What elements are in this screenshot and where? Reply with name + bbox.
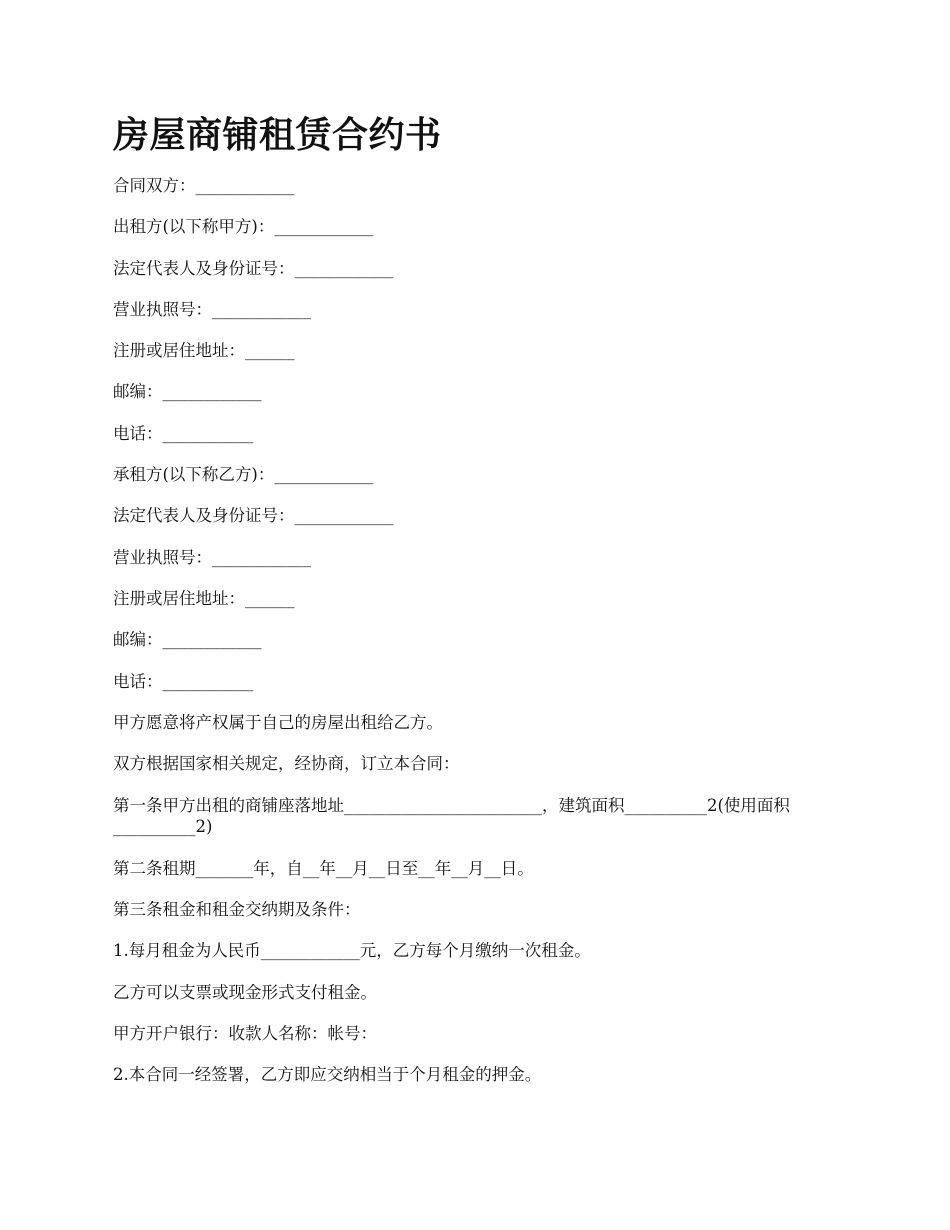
intent-paragraph: 甲方愿意将产权属于自己的房屋出租给乙方。 <box>113 712 443 732</box>
agreement-paragraph: 双方根据国家相关规定，经协商，订立本合同： <box>113 754 460 774</box>
article-1-paragraph: 第一条甲方出租的商铺座落地址________________________，建筑面积__________2(使用面积__________2) <box>113 796 790 837</box>
lessee-line: 承租方(以下称乙方)：____________ <box>113 465 374 485</box>
payment-method-paragraph: 乙方可以支票或现金形式支付租金。 <box>113 982 377 1002</box>
lessee-address-line: 注册或居住地址：______ <box>113 588 295 608</box>
lessee-business-license-line: 营业执照号：____________ <box>113 547 311 567</box>
lessor-line: 出租方(以下称甲方)：____________ <box>113 217 374 237</box>
bank-info-paragraph: 甲方开户银行：收款人名称：帐号： <box>113 1023 377 1043</box>
article-3-heading: 第三条租金和租金交纳期及条件： <box>113 900 361 920</box>
lessor-legal-rep-id-line: 法定代表人及身份证号：____________ <box>113 258 394 278</box>
article-3-item-2: 2.本合同一经签署，乙方即应交纳相当于个月租金的押金。 <box>113 1065 542 1085</box>
document-title: 房屋商铺租赁合约书 <box>113 115 442 156</box>
lessee-postcode-line: 邮编：____________ <box>113 630 262 650</box>
lessor-business-license-line: 营业执照号：____________ <box>113 299 311 319</box>
lessor-postcode-line: 邮编：____________ <box>113 382 262 402</box>
document-page <box>113 110 843 1107</box>
lessor-address-line: 注册或居住地址：______ <box>113 341 295 361</box>
contract-parties-line: 合同双方：____________ <box>113 176 295 195</box>
lessee-legal-rep-id-line: 法定代表人及身份证号：____________ <box>113 506 394 526</box>
lessor-phone-line: 电话：___________ <box>113 423 254 443</box>
lessee-phone-line: 电话：___________ <box>113 671 254 691</box>
article-2-paragraph: 第二条租期_______年，自__年__月__日至__年__月__日。 <box>113 858 534 878</box>
article-3-item-1: 1.每月租金为人民币____________元，乙方每个月缴纳一次租金。 <box>113 941 591 961</box>
